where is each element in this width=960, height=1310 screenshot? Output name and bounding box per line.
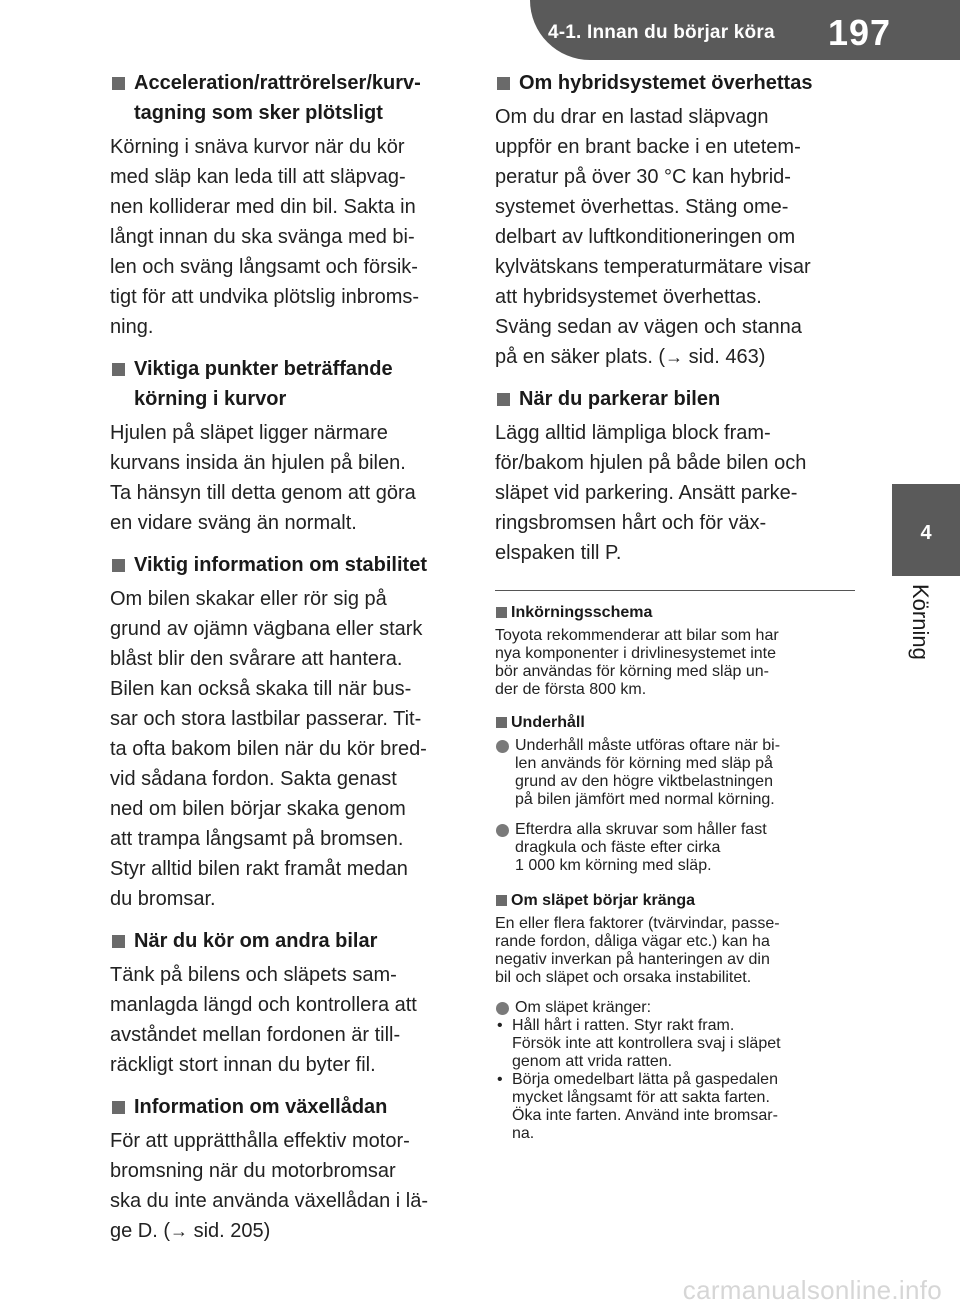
page-reference-link[interactable]: sid. 463) <box>683 346 766 368</box>
body-line: bör användas för körning med släp un- <box>495 663 769 680</box>
section-heading <box>110 1092 465 1122</box>
section-body <box>495 418 855 568</box>
arrow-right-icon: → <box>665 347 684 367</box>
page-reference-link[interactable]: sid. 205) <box>188 1220 271 1242</box>
body-line: För att upprätthålla effektiv motor- <box>110 1130 410 1152</box>
body-line: blåst blir den svårare att hantera. <box>110 648 403 670</box>
body-line: kurvans insida än hjulen på bilen. <box>110 452 406 474</box>
body-line: bromsning när du motorbromsar <box>110 1160 396 1182</box>
heading-line: Om hybridsystemet överhettas <box>519 72 813 94</box>
circle-bullet-icon <box>496 1002 509 1015</box>
sub-bullet-item <box>495 1071 855 1143</box>
body-line: uppför en brant backe i en utetem- <box>495 136 801 158</box>
note-body <box>495 915 855 987</box>
body-line: delbart av luftkonditioneringen om <box>495 226 796 248</box>
body-line: Om bilen skakar eller rör sig på <box>110 588 387 610</box>
heading-line: tagning som sker plötsligt <box>134 102 383 124</box>
square-bullet-icon <box>112 1101 125 1114</box>
bullet-item <box>495 821 855 875</box>
chapter-side-label: Körning <box>908 584 933 660</box>
body-line: Om släpet kränger: <box>515 999 652 1016</box>
heading-line: körning i kurvor <box>134 388 287 410</box>
right-column <box>495 68 855 1143</box>
body-line: len används för körning med släp på <box>515 755 773 772</box>
body-line: Sväng sedan av vägen och stanna <box>495 316 802 338</box>
watermark: carmanualsonline.info <box>682 1275 942 1305</box>
square-bullet-icon <box>497 393 510 406</box>
body-line-with-reference: ge D. (→ sid. 205) <box>110 1220 271 1242</box>
left-column <box>110 68 465 1258</box>
square-bullet-icon <box>496 607 507 618</box>
body-line: sar och stora lastbilar passerar. Tit- <box>110 708 422 730</box>
note-heading: Om släpet börjar kränga <box>495 891 855 911</box>
body-line: manlagda längd och kontrollera att <box>110 994 417 1016</box>
body-line: för/bakom hjulen på både bilen och <box>495 452 807 474</box>
bullet-item <box>495 999 855 1017</box>
body-line: peratur på över 30 °C kan hybrid- <box>495 166 791 188</box>
body-line: du bromsar. <box>110 888 216 910</box>
body-line: ska du inte använda växellådan i lä- <box>110 1190 428 1212</box>
body-line: Försök inte att kontrollera svaj i släpet <box>512 1035 781 1052</box>
body-line: grund av ojämn vägbana eller stark <box>110 618 423 640</box>
body-line: systemet överhettas. Stäng ome- <box>495 196 789 218</box>
body-line: vid sådana fordon. Sakta genast <box>110 768 397 790</box>
page-number: 197 <box>828 12 892 53</box>
body-line: med släp kan leda till att släpvag- <box>110 166 406 188</box>
square-bullet-icon <box>496 895 507 906</box>
square-bullet-icon <box>112 363 125 376</box>
square-bullet-icon <box>496 717 507 728</box>
note-heading: Inkörningsschema <box>495 603 855 623</box>
section-body <box>110 960 465 1080</box>
dot-bullet-icon: • <box>497 1017 503 1034</box>
body-line: ned om bilen börjar skaka genom <box>110 798 406 820</box>
body-line: att trampa långsamt på bromsen. <box>110 828 404 850</box>
square-bullet-icon <box>112 935 125 948</box>
body-line: Styr alltid bilen rakt framåt medan <box>110 858 408 880</box>
body-line: En eller flera faktorer (tvärvindar, passe- <box>495 915 780 932</box>
body-line: tigt för att undvika plötslig inbroms- <box>110 286 420 308</box>
heading-line: Viktig information om stabilitet <box>134 554 427 576</box>
square-bullet-icon <box>497 77 510 90</box>
body-line: 1 000 km körning med släp. <box>515 857 712 874</box>
body-line: Om du drar en lastad släpvagn <box>495 106 769 128</box>
body-line: på bilen jämfört med normal körning. <box>515 791 775 808</box>
body-line: nya komponenter i drivlinesystemet inte <box>495 645 777 662</box>
heading-line: När du parkerar bilen <box>519 388 721 410</box>
body-line: att hybridsystemet överhettas. <box>495 286 762 308</box>
dot-bullet-icon: • <box>497 1071 503 1088</box>
sub-bullet-item <box>495 1017 855 1071</box>
section-heading <box>110 926 465 956</box>
body-line: Körning i snäva kurvor när du kör <box>110 136 405 158</box>
section-divider <box>495 590 855 591</box>
section-heading <box>110 550 465 580</box>
body-line: bil och släpet och orsaka instabilitet. <box>495 969 752 986</box>
body-line: genom att vrida ratten. <box>512 1053 673 1070</box>
body-line: släpet vid parkering. Ansätt parke- <box>495 482 798 504</box>
section-heading <box>495 68 855 98</box>
heading-line: Acceleration/rattrörelser/kurv- <box>134 72 421 94</box>
body-line: Lägg alltid lämpliga block fram- <box>495 422 771 444</box>
heading-line: Viktiga punkter beträffande <box>134 358 393 380</box>
body-line: ning. <box>110 316 154 338</box>
body-line: mycket långsamt för att sakta farten. <box>512 1089 770 1106</box>
body-line: ringsbromsen hårt och för väx- <box>495 512 767 534</box>
body-line: na. <box>512 1125 535 1142</box>
circle-bullet-icon <box>496 824 509 837</box>
body-line: rande fordon, dåliga vägar etc.) kan ha <box>495 933 770 950</box>
body-line: Toyota rekommenderar att bilar som har <box>495 627 779 644</box>
body-line: Hjulen på släpet ligger närmare <box>110 422 388 444</box>
section-heading <box>110 68 465 128</box>
heading-line: När du kör om andra bilar <box>134 930 378 952</box>
section-body <box>110 418 465 538</box>
circle-bullet-icon <box>496 740 509 753</box>
body-line: kylvätskans temperaturmätare visar <box>495 256 811 278</box>
square-bullet-icon <box>112 77 125 90</box>
body-line: långt innan du ska svänga med bi- <box>110 226 415 248</box>
body-line: Bilen kan också skaka till när bus- <box>110 678 412 700</box>
note-body <box>495 627 855 699</box>
body-line: Tänk på bilens och släpets sam- <box>110 964 397 986</box>
chapter-number: 4 <box>920 522 932 544</box>
chapter-side-tab <box>892 484 960 576</box>
arrow-right-icon: → <box>170 1221 189 1241</box>
section-heading <box>495 384 855 414</box>
heading-line: Information om växellådan <box>134 1096 388 1118</box>
body-line: ta ofta bakom bilen när du kör bred- <box>110 738 427 760</box>
body-line: len och sväng långsamt och försik- <box>110 256 418 278</box>
body-line: negativ inverkan på hanteringen av din <box>495 951 770 968</box>
section-body <box>110 1126 465 1246</box>
body-line: Underhåll måste utföras oftare när bi- <box>515 737 781 754</box>
chapter-title: 4-1. Innan du börjar köra <box>548 22 775 43</box>
body-line: der de första 800 km. <box>495 681 647 698</box>
section-body <box>495 102 855 372</box>
section-heading <box>110 354 465 414</box>
body-line: Ta hänsyn till detta genom att göra <box>110 482 416 504</box>
section-body <box>110 132 465 342</box>
body-line: grund av den högre viktbelastningen <box>515 773 773 790</box>
body-line: elspaken till P. <box>495 542 622 564</box>
body-line: avståndet mellan fordonen är till- <box>110 1024 401 1046</box>
body-line: nen kolliderar med din bil. Sakta in <box>110 196 416 218</box>
body-line: Öka inte farten. Använd inte bromsar- <box>512 1107 778 1124</box>
square-bullet-icon <box>112 559 125 572</box>
body-line: Efterdra alla skruvar som håller fast <box>515 821 767 838</box>
note-heading: Underhåll <box>495 713 855 733</box>
bullet-item <box>495 737 855 809</box>
body-line: en vidare sväng än normalt. <box>110 512 357 534</box>
body-line: Börja omedelbart lätta på gaspedalen <box>512 1071 778 1088</box>
body-line: Håll hårt i ratten. Styr rakt fram. <box>512 1017 735 1034</box>
body-line-with-reference: på en säker plats. (→ sid. 463) <box>495 346 766 368</box>
body-line: dragkula och fäste efter cirka <box>515 839 721 856</box>
body-line: räckligt stort innan du byter fil. <box>110 1054 376 1076</box>
section-body <box>110 584 465 914</box>
